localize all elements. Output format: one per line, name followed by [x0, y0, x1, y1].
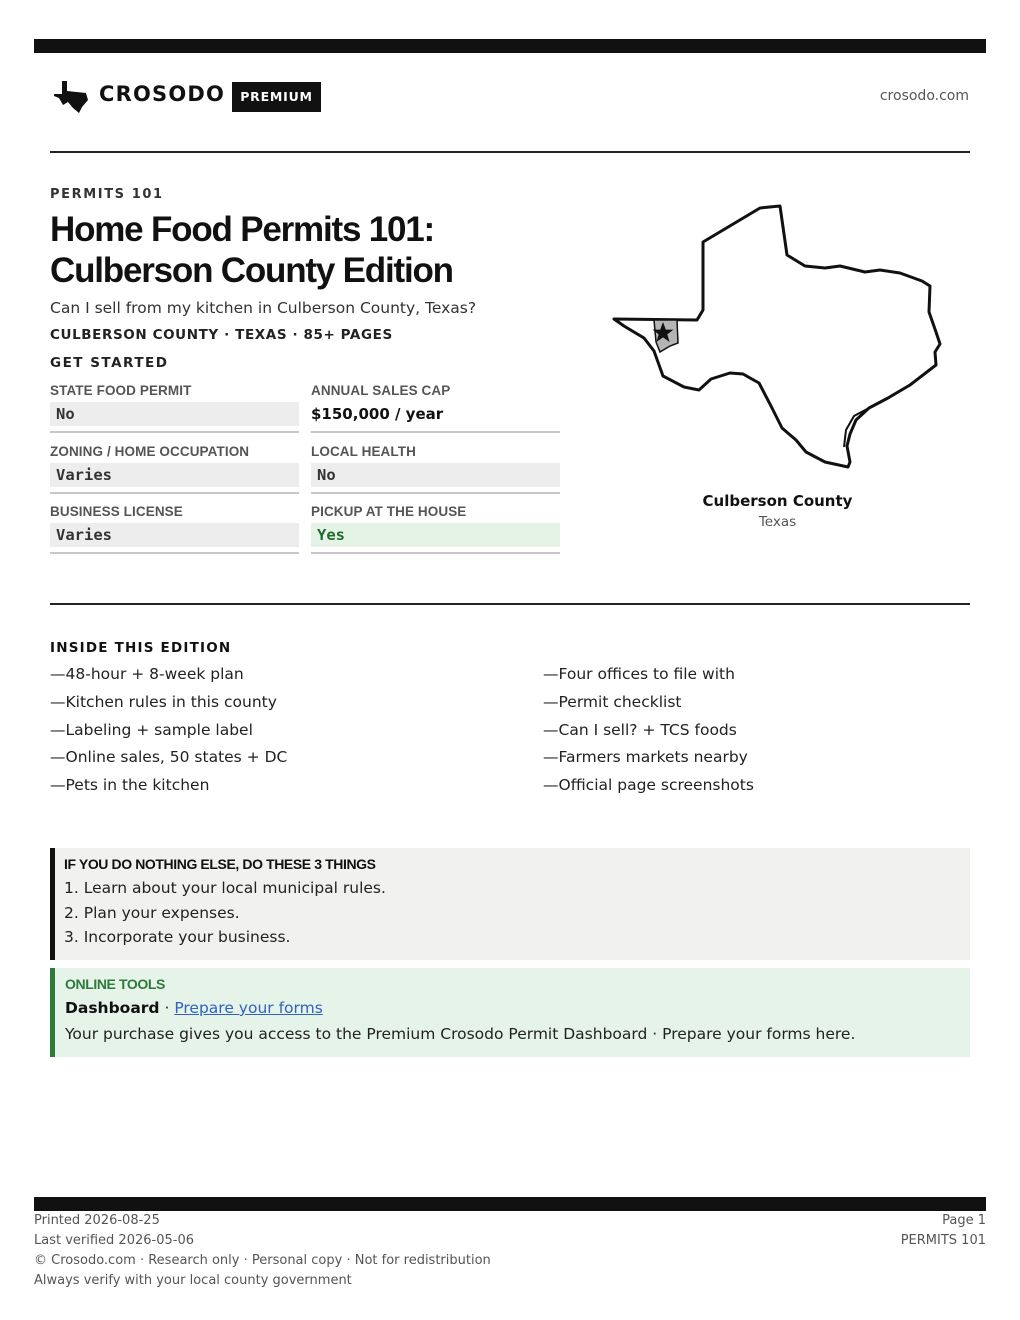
prepare-forms-link[interactable]: Prepare your forms — [174, 999, 323, 1017]
verified-date: Last verified 2026-05-06 — [34, 1233, 194, 1248]
texas-map — [610, 202, 946, 474]
fact-divider — [311, 552, 560, 554]
fact-local-health — [311, 444, 560, 502]
toc-item: —Pets in the kitchen — [50, 776, 210, 795]
page-title — [50, 209, 580, 291]
fact-divider — [50, 552, 299, 554]
map-state-label: Texas — [758, 514, 797, 530]
toc-item: —Online sales, 50 states + DC — [50, 748, 288, 767]
fact-business-license — [50, 504, 299, 562]
fact-zoning — [50, 444, 299, 502]
fact-annual-sales-cap — [311, 383, 560, 441]
toc-item: —Kitchen rules in this county — [50, 692, 277, 711]
toc-item: —Can I sell? + TCS foods — [543, 720, 737, 739]
footer-rule — [34, 1197, 986, 1211]
footer-section: PERMITS 101 — [900, 1233, 986, 1248]
must-do-title: IF YOU DO NOTHING ELSE, DO THESE 3 THINGS — [64, 856, 376, 872]
meta-line: CULBERSON COUNTY · TEXAS · 85+ PAGES — [50, 327, 393, 343]
toc-item: —Labeling + sample label — [50, 720, 253, 739]
fact-label: STATE FOOD PERMIT — [50, 383, 192, 398]
brand-name: CROSODO — [99, 82, 226, 106]
header-divider — [50, 151, 970, 153]
section-divider — [50, 603, 970, 605]
fact-divider — [50, 492, 299, 494]
must-do-callout — [50, 848, 970, 960]
toc-right-column — [543, 665, 754, 804]
printed-date: Printed 2026-08-25 — [34, 1213, 160, 1228]
online-tools-title: ONLINE TOOLS — [65, 976, 165, 992]
must-do-step: 2. Plan your expenses. — [64, 903, 240, 922]
dashboard-line — [65, 997, 970, 1023]
toc-item: —Permit checklist — [543, 692, 682, 711]
map-county-label: Culberson County — [702, 492, 853, 510]
separator: · — [159, 999, 175, 1017]
fact-state-food-permit — [50, 383, 299, 441]
top-rule — [34, 39, 986, 53]
kicker: PERMITS 101 — [50, 187, 164, 202]
disclaimer: Always verify with your local county government — [34, 1273, 352, 1288]
inside-edition-heading: INSIDE THIS EDITION — [50, 640, 232, 656]
fact-label: BUSINESS LICENSE — [50, 504, 183, 519]
toc-item: —Four offices to file with — [543, 665, 735, 683]
fact-divider — [311, 492, 560, 494]
fact-value: $150,000 / year — [311, 405, 444, 423]
copyright: © Crosodo.com · Research only · Personal copy · Not for redistribution — [34, 1253, 491, 1268]
page-title-line-2: Culberson County Edition — [50, 251, 453, 290]
fact-value: Varies — [50, 523, 299, 547]
toc-left-column — [50, 665, 287, 804]
premium-badge: PREMIUM — [232, 82, 321, 112]
fact-label: ZONING / HOME OCCUPATION — [50, 444, 250, 459]
toc-item: —Farmers markets nearby — [543, 748, 748, 767]
fact-pickup — [311, 504, 560, 562]
header — [50, 78, 970, 118]
fact-divider — [50, 431, 299, 433]
page-number: Page 1 — [942, 1213, 986, 1228]
dashboard-label: Dashboard — [65, 999, 160, 1017]
subtitle: Can I sell from my kitchen in Culberson County, Texas? — [50, 299, 477, 317]
fact-value: Yes — [311, 523, 560, 547]
fact-value: Varies — [50, 463, 299, 487]
must-do-step: 1. Learn about your local municipal rules. — [64, 879, 386, 897]
online-tools-callout — [50, 968, 970, 1057]
site-link[interactable]: crosodo.com — [879, 88, 969, 104]
must-do-step: 3. Incorporate your business. — [64, 928, 291, 946]
fact-divider — [311, 431, 560, 433]
fact-value: No — [50, 402, 299, 426]
page-title-line-1: Home Food Permits 101: — [50, 210, 434, 249]
toc-item: —Official page screenshots — [543, 776, 754, 795]
fact-value: No — [311, 463, 560, 487]
toc-item: —48-hour + 8-week plan — [50, 665, 244, 683]
get-started-heading: GET STARTED — [50, 355, 169, 371]
fact-label: PICKUP AT THE HOUSE — [311, 504, 467, 519]
fact-label: ANNUAL SALES CAP — [311, 383, 451, 398]
fact-label: LOCAL HEALTH — [311, 444, 416, 459]
tools-description: Your purchase gives you access to the Premium Crosodo Permit Dashboard · Prepare your forms here. — [65, 1025, 856, 1043]
texas-state-icon — [53, 80, 89, 114]
